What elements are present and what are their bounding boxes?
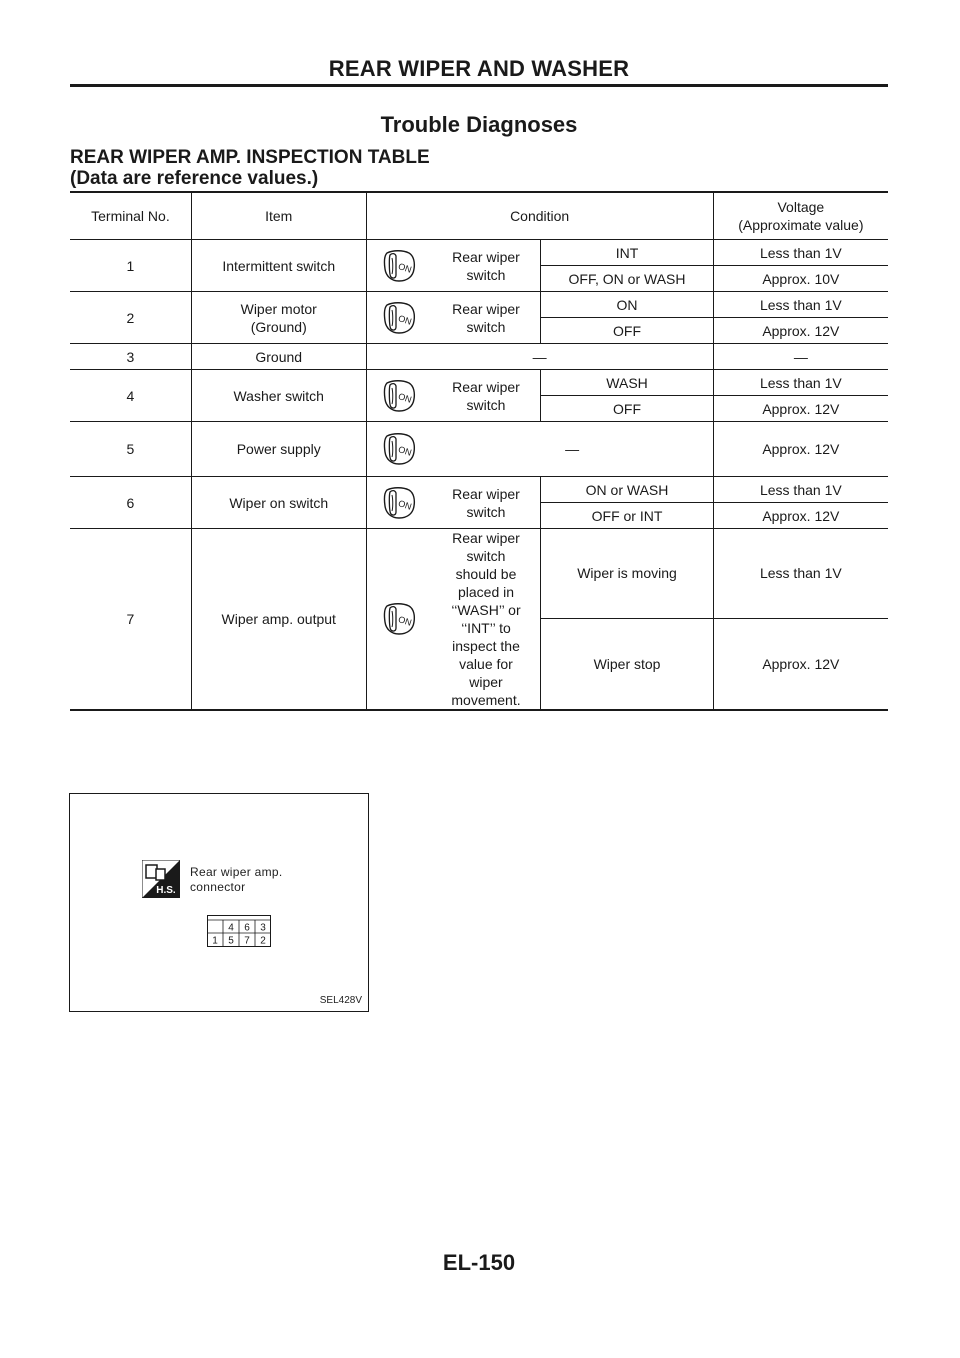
connector-label-line1: Rear wiper amp. (190, 865, 283, 879)
pin-label: 5 (228, 935, 234, 947)
cell-state: WASH (541, 370, 713, 396)
table-row (70, 370, 888, 396)
cell-terminal: 5 (70, 422, 191, 477)
pin-label: 4 (228, 922, 234, 934)
header-voltage-line2: (Approximate value) (738, 217, 864, 233)
cell-item-line2: (Ground) (250, 318, 307, 335)
cell-item: Washer switch (191, 370, 366, 422)
table-title (70, 147, 888, 189)
ignition-switch-on-icon (366, 422, 432, 477)
cell-voltage: — (713, 344, 888, 370)
header-voltage-line1: Voltage (777, 199, 825, 215)
connector-pinout (207, 915, 271, 947)
cell-terminal: 4 (70, 370, 191, 422)
ignition-switch-on-icon (366, 292, 432, 344)
connector-figure (69, 793, 369, 1012)
cell-item: Intermittent switch (191, 240, 366, 292)
cell-voltage: Less than 1V (713, 370, 888, 396)
table-title-line2: (Data are reference values.) (70, 168, 319, 189)
ignition-switch-on-icon (366, 240, 432, 292)
cell-voltage: Less than 1V (713, 529, 888, 619)
cell-condition: Rear wiper switch (432, 240, 541, 292)
cell-voltage: Less than 1V (713, 240, 888, 266)
header-condition: Condition (366, 192, 713, 240)
cell-item: Wiper amp. output (191, 529, 366, 711)
cell-voltage: Approx. 12V (713, 503, 888, 529)
header-item: Item (191, 192, 366, 240)
ignition-switch-on-icon (366, 477, 432, 529)
table-row (70, 477, 888, 503)
ignition-key-glyph (381, 379, 417, 413)
cell-condition-line: wiper movement. (451, 674, 521, 708)
cell-condition: — (366, 344, 713, 370)
connector-label (190, 865, 283, 895)
icon-on-label: ON (397, 312, 414, 327)
cell-state: OFF, ON or WASH (541, 266, 713, 292)
ignition-key-glyph (381, 602, 417, 636)
cell-condition-line: Rear wiper switch (452, 530, 520, 564)
cell-item: Ground (191, 344, 366, 370)
cell-condition: Rear wiper switch (432, 370, 541, 422)
ignition-key-glyph (381, 432, 417, 466)
ignition-key-glyph (381, 249, 417, 283)
ignition-key-glyph (381, 486, 417, 520)
cell-condition: Rear wiper switch (432, 292, 541, 344)
header-rule (70, 84, 888, 87)
icon-on-label: ON (397, 390, 414, 405)
header-voltage (713, 192, 888, 240)
cell-condition: Rear wiper switch (432, 477, 541, 529)
table-row (70, 529, 888, 619)
cell-voltage: Approx. 10V (713, 266, 888, 292)
cell-terminal: 6 (70, 477, 191, 529)
cell-state: OFF or INT (541, 503, 713, 529)
pin-label: 6 (244, 922, 250, 934)
ignition-switch-on-icon (366, 529, 432, 711)
cell-voltage: Approx. 12V (713, 396, 888, 422)
ignition-switch-on-icon (366, 370, 432, 422)
cell-voltage: Approx. 12V (713, 318, 888, 344)
cell-condition-line: ‘‘WASH’’ or ‘‘INT’’ to (451, 602, 521, 636)
cell-state: ON (541, 292, 713, 318)
cell-condition-line: inspect the value for (452, 638, 520, 672)
cell-state: Wiper stop (541, 618, 713, 710)
cell-item: Wiper on switch (191, 477, 366, 529)
cell-item-line1: Wiper motor (240, 300, 317, 317)
header-terminal: Terminal No. (70, 192, 191, 240)
page-number: EL-150 (442, 1250, 516, 1275)
figure-code: SEL428V (319, 995, 362, 1006)
cell-voltage: Less than 1V (713, 292, 888, 318)
pin-label: 7 (244, 935, 250, 947)
cell-state: ON or WASH (541, 477, 713, 503)
cell-terminal: 7 (70, 529, 191, 711)
inspection-table (70, 191, 888, 711)
cell-condition-line: should be placed in (455, 566, 517, 600)
table-row (70, 292, 888, 318)
cell-condition: — (432, 422, 714, 477)
cell-item: Power supply (191, 422, 366, 477)
icon-on-label: ON (397, 497, 414, 512)
cell-state: OFF (541, 318, 713, 344)
cell-condition (432, 529, 541, 711)
harness-connector-hs-icon (142, 860, 180, 898)
cell-state: OFF (541, 396, 713, 422)
pin-label: 3 (260, 922, 266, 934)
pin-label: 1 (212, 935, 218, 947)
connector-label-line2: connector (190, 880, 246, 894)
cell-terminal: 1 (70, 240, 191, 292)
cell-voltage: Approx. 12V (713, 422, 888, 477)
table-row (70, 240, 888, 266)
page-title: Trouble Diagnoses (380, 112, 578, 137)
table-header-row (70, 192, 888, 240)
icon-on-label: ON (397, 260, 414, 275)
icon-on-label: ON (397, 614, 414, 628)
table-row (70, 344, 888, 370)
section-header: REAR WIPER AND WASHER (328, 56, 630, 81)
cell-terminal: 2 (70, 292, 191, 344)
cell-state: Wiper is moving (541, 529, 713, 619)
icon-on-label: ON (397, 444, 414, 458)
cell-terminal: 3 (70, 344, 191, 370)
cell-voltage: Less than 1V (713, 477, 888, 503)
cell-state: INT (541, 240, 713, 266)
cell-voltage: Approx. 12V (713, 618, 888, 710)
pin-label: 2 (260, 935, 266, 947)
table-title-line1: REAR WIPER AMP. INSPECTION TABLE (70, 147, 430, 168)
cell-item (191, 292, 366, 344)
ignition-key-glyph (381, 301, 417, 335)
hs-badge-text: H.S. (156, 885, 176, 896)
table-row (70, 422, 888, 477)
